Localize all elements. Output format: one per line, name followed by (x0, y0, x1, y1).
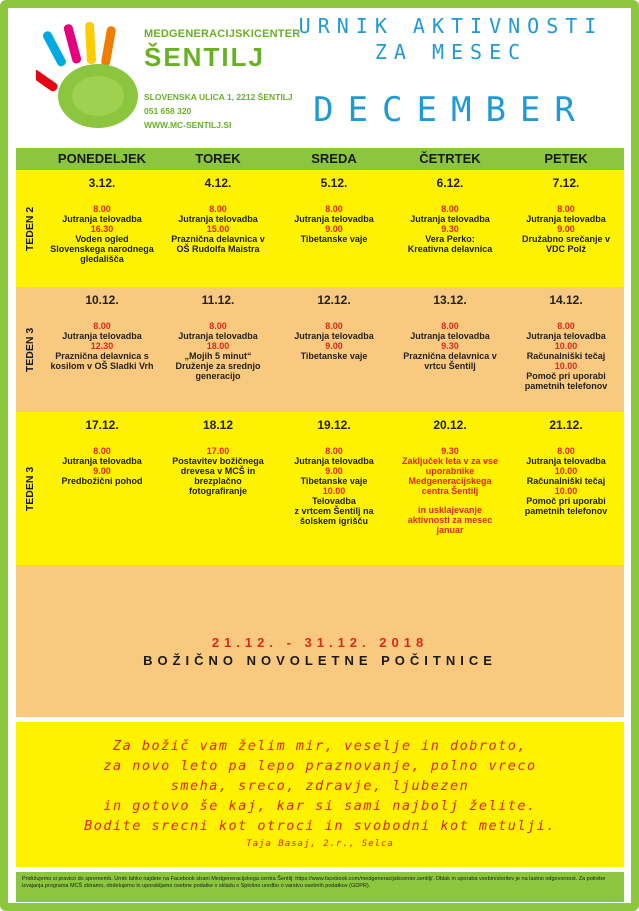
activity-time: 16.30 (90, 224, 114, 234)
activity-text: generacijo (195, 371, 241, 381)
cell-date: 4.12. (204, 176, 232, 190)
cell-date: 20.12. (433, 418, 467, 432)
activity-text: Voden ogled (75, 234, 129, 244)
cell-date: 13.12. (433, 293, 467, 307)
activity-text (392, 496, 508, 505)
activity-time: 9.30 (441, 224, 459, 234)
holiday-banner (16, 565, 624, 717)
activity-time: 15.00 (206, 224, 230, 234)
day-cell (160, 170, 276, 287)
center-city: ŠENTILJ (144, 42, 265, 72)
poem-line: smeha, sreco, zdravje, ljubezen (170, 778, 470, 794)
activity-text: VDC Polž (545, 244, 586, 254)
activity-text: Jutranja telovadba (526, 456, 606, 466)
header (16, 12, 624, 144)
activity-text: Jutranja telovadba (62, 331, 142, 341)
activity-text: Jutranja telovadba (526, 214, 606, 224)
activity-time: 8.00 (557, 204, 575, 214)
activity-text: z vrtcem Šentilj na (294, 506, 374, 516)
poem-line: in gotovo še kaj, kar si sami najbolj želite. (103, 798, 537, 814)
activity-time: 8.00 (209, 321, 227, 331)
activity-text: Jutranja telovadba (410, 214, 490, 224)
activity-time: 8.00 (557, 446, 575, 456)
week-label (16, 170, 44, 287)
activity-time: 9.00 (325, 466, 343, 476)
activity-text: Računalniški tečaj (526, 351, 606, 361)
day-cell (508, 170, 624, 287)
day-cell (392, 412, 508, 565)
activity-time: 9.00 (557, 224, 575, 234)
activity-text: in usklajevanje (417, 505, 483, 515)
activity-text: Jutranja telovadba (410, 331, 490, 341)
activity-time: 8.00 (557, 321, 575, 331)
activity-time: 10.00 (554, 486, 578, 496)
activity-text: Jutranja telovadba (178, 214, 258, 224)
day-cell (44, 287, 160, 412)
activity-text: pametnih telefonov (524, 381, 608, 391)
activity-text: Pomoč pri uporabi (526, 371, 606, 381)
activity-text: Slovenskega narodnega (50, 244, 154, 254)
activity-text: gledališča (80, 254, 124, 264)
activity-text: OŠ Rudolfa Maistra (176, 244, 260, 254)
day-cell (276, 170, 392, 287)
cell-date: 5.12. (320, 176, 348, 190)
activity-text: uporabnike (425, 466, 475, 476)
activity-text: drevesa v MCŠ in (180, 466, 256, 476)
day-friday: PETEK (544, 151, 588, 166)
schedule-title: URNIK AKTIVNOSTI (298, 14, 604, 38)
poem-lines (16, 736, 624, 836)
day-cell (44, 170, 160, 287)
activity-text: šolskem igrišču (299, 516, 369, 526)
day-cell (508, 412, 624, 565)
activity-time: 8.00 (209, 204, 227, 214)
week-label-text: TEDEN 2 (24, 206, 36, 251)
activity-time: 9.00 (93, 466, 111, 476)
website-link[interactable]: WWW.MC-SENTILJ.SI (144, 120, 232, 130)
week-label (16, 412, 44, 565)
activity-text: vrtcu Šentilj (424, 361, 476, 371)
activity-text: Pomoč pri uporabi (526, 496, 606, 506)
schedule-subtitle: ZA MESEC (374, 40, 528, 64)
activity-time: 9.30 (441, 446, 459, 456)
activity-text: Tibetanske vaje (300, 476, 368, 486)
center-name: MEDGENERACIJSKICENTER (144, 28, 301, 40)
activity-text: Tibetanske vaje (300, 351, 368, 361)
activity-text: centra Šentilj (421, 486, 479, 496)
cell-date: 11.12. (201, 293, 235, 307)
poem-author: Taja Basaj, 2.r., Selca (246, 839, 394, 849)
activity-text: Praznična delavnica v (403, 351, 497, 361)
activity-text: januar (436, 525, 464, 535)
activity-text: fotografiranje (188, 486, 247, 496)
activity-time: 8.00 (441, 321, 459, 331)
day-tuesday: TOREK (195, 151, 241, 166)
week-label-text: TEDEN 3 (24, 327, 36, 372)
poem-line: Bodite srecni kot otroci in svobodni kot metulji. (84, 818, 556, 834)
cell-date: 17.12. (85, 418, 119, 432)
activity-text: Tibetanske vaje (300, 234, 368, 244)
day-cell (392, 170, 508, 287)
week-row (16, 170, 624, 287)
activity-time: 8.00 (93, 321, 111, 331)
activity-time: 10.00 (554, 466, 578, 476)
activity-time: 8.00 (93, 204, 111, 214)
activity-text: „Mojih 5 minut“ (184, 351, 252, 361)
day-cell (392, 287, 508, 412)
activity-text: Praznična delavnica v (171, 234, 265, 244)
day-cell (44, 412, 160, 565)
activity-time: 9.00 (325, 224, 343, 234)
activity-time: 8.00 (325, 446, 343, 456)
activity-time: 9.00 (325, 341, 343, 351)
footer-disclaimer: Pridržujemo si pravico do sprememb. Urnik lahko najdete na Facebook strani Medgeneracijskega centra Šentilj: https://www.facebook.com/medgeneracijskicenter.sentilj/. Oblak in uporaba vsebin/storitev je na lastno odgovornost. Za potrebe izvajanja programa MCŠ zbiramo, obdelujemo in uporabljamo osebne podatke v skladu s Splošno uredbo o varstvu osebnih podatkov (GDPR). (16, 872, 624, 902)
activity-text: Jutranja telovadba (62, 456, 142, 466)
poem-line: Za božič vam želim mir, veselje in dobroto, (113, 738, 527, 754)
day-thursday: ČETRTEK (419, 151, 481, 166)
activity-time: 10.00 (554, 341, 578, 351)
activity-text: pametnih telefonov (524, 506, 608, 516)
day-header-row (16, 148, 624, 170)
activity-text: Kreativna delavnica (407, 244, 493, 254)
activity-text: Medgeneracijskega (408, 476, 492, 486)
activity-text: Jutranja telovadba (178, 331, 258, 341)
activity-text: Jutranja telovadba (294, 456, 374, 466)
activity-text: aktivnosti za mesec (407, 515, 493, 525)
week-row (16, 287, 624, 412)
cell-date: 19.12. (317, 418, 351, 432)
activity-text: Druženje za srednjo (175, 361, 261, 371)
cell-date: 6.12. (436, 176, 464, 190)
activity-time: 8.00 (93, 446, 111, 456)
day-cell (160, 412, 276, 565)
colorful-hand-logo-icon (36, 22, 151, 137)
cell-date: 14.12. (549, 293, 583, 307)
month-title: DECEMBER (313, 90, 589, 130)
activity-time: 8.00 (441, 204, 459, 214)
activity-text: Družabno srečanje v (521, 234, 611, 244)
activity-text: brezplačno (194, 476, 242, 486)
activity-text: Jutranja telovadba (62, 214, 142, 224)
activity-text: Vera Perko: (425, 234, 475, 244)
activity-text: Jutranja telovadba (526, 331, 606, 341)
day-cell (276, 287, 392, 412)
activity-time: 12.30 (90, 341, 114, 351)
holiday-title: BOŽIČNO NOVOLETNE POČITNICE (143, 653, 497, 668)
activity-time: 18.00 (206, 341, 230, 351)
day-cell (160, 287, 276, 412)
activity-time: 17.00 (206, 446, 230, 456)
activity-text: Predbožični pohod (61, 476, 143, 486)
activity-time: 10.00 (554, 361, 578, 371)
week-label-text: TEDEN 3 (24, 466, 36, 511)
cell-date: 21.12. (549, 418, 583, 432)
day-cell (276, 412, 392, 565)
week-row (16, 412, 624, 565)
activity-text: Jutranja telovadba (294, 331, 374, 341)
activity-time: 10.00 (322, 486, 346, 496)
activity-text: Telovadba (312, 496, 356, 506)
cell-date: 10.12. (85, 293, 119, 307)
poem-section (16, 722, 624, 867)
holiday-dates: 21.12. - 31.12. 2018 (211, 635, 429, 650)
week-label (16, 287, 44, 412)
cell-date: 12.12. (317, 293, 351, 307)
address: SLOVENSKA ULICA 1, 2212 ŠENTILJ (144, 92, 293, 102)
day-wednesday: SREDA (311, 151, 357, 166)
poem-line: za novo leto pa lepo praznovanje, polno vreco (103, 758, 537, 774)
activity-text: kosilom v OŠ Sladki Vrh (50, 361, 154, 371)
phone: 051 658 320 (144, 106, 192, 116)
activity-time: 9.30 (441, 341, 459, 351)
activity-text: Praznična delavnica s (55, 351, 149, 361)
day-cell (508, 287, 624, 412)
cell-date: 3.12. (88, 176, 116, 190)
cell-date: 18.12 (202, 418, 234, 432)
activity-time: 8.00 (325, 204, 343, 214)
activity-text: Zaključek leta v za vse (401, 456, 499, 466)
day-monday: PONEDELJEK (57, 151, 147, 166)
activity-text: Računalniški tečaj (526, 476, 606, 486)
cell-date: 7.12. (552, 176, 580, 190)
activity-time: 8.00 (325, 321, 343, 331)
activity-text: Jutranja telovadba (294, 214, 374, 224)
activity-text: Postavitev božičnega (172, 456, 264, 466)
header-spacer (16, 148, 44, 170)
